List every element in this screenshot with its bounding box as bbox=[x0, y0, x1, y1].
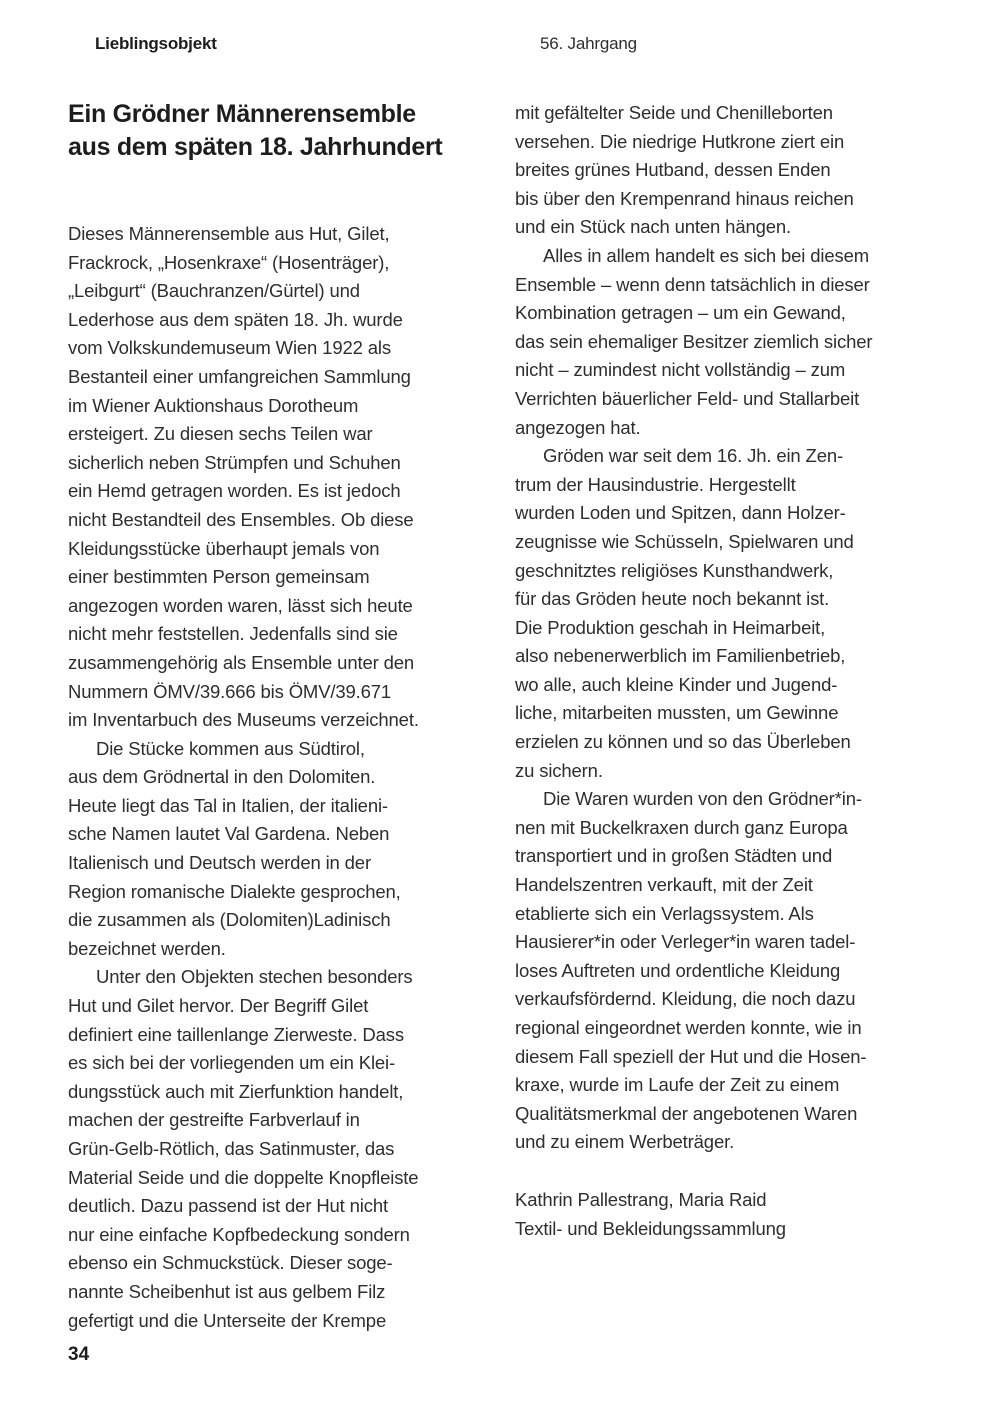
text-line: loses Auftreten und ordentliche Kleidung bbox=[515, 959, 841, 981]
text-line: wo alle, auch kleine Kinder und Jugend- bbox=[515, 673, 838, 695]
text-line: Heute liegt das Tal in Italien, der italieni- bbox=[68, 794, 388, 816]
text-line: aus dem Grödnertal in den Dolomiten. bbox=[68, 766, 376, 788]
text-line: Italienisch und Deutsch werden in der bbox=[68, 852, 371, 874]
right-paragraph-4 bbox=[515, 785, 957, 1157]
text-line: geschnitztes religiöses Kunsthandwerk, bbox=[515, 559, 834, 581]
text-line: Handelszentren verkauft, mit der Zeit bbox=[515, 874, 813, 896]
running-header-section-label: Lieblingsobjekt bbox=[95, 34, 217, 53]
text-line: etablierte sich ein Verlagssystem. Als bbox=[515, 902, 814, 924]
text-line: diesem Fall speziell der Hut und die Hosen- bbox=[515, 1045, 867, 1067]
page-number: 34 bbox=[68, 1344, 90, 1365]
running-header-volume: 56. Jahrgang bbox=[540, 34, 637, 53]
text-line: bis über den Krempenrand hinaus reichen bbox=[515, 187, 854, 209]
text-line: Gröden war seit dem 16. Jh. ein Zen- bbox=[543, 445, 843, 467]
text-line: und zu einem Werbeträger. bbox=[515, 1131, 735, 1153]
article-title bbox=[68, 98, 510, 164]
text-line: das sein ehemaliger Besitzer ziemlich sicher bbox=[515, 330, 873, 352]
text-line: Kleidungsstücke überhaupt jemals von bbox=[68, 537, 380, 559]
text-line: transportiert und in großen Städten und bbox=[515, 845, 833, 867]
text-line: und ein Stück nach unten hängen. bbox=[515, 216, 792, 238]
text-line: Textil- und Bekleidungssammlung bbox=[515, 1217, 786, 1239]
text-line: Die Produktion geschah in Heimarbeit, bbox=[515, 616, 826, 638]
text-line: versehen. Die niedrige Hutkrone ziert ein bbox=[515, 130, 845, 152]
text-line: nicht Bestandteil des Ensembles. Ob diese bbox=[68, 508, 414, 530]
left-paragraph-3 bbox=[68, 963, 510, 1335]
text-line: „Leibgurt“ (Bauchranzen/Gürtel) und bbox=[68, 280, 360, 302]
text-line: die zusammen als (Dolomiten)Ladinisch bbox=[68, 909, 391, 931]
text-line: Lederhose aus dem späten 18. Jh. wurde bbox=[68, 308, 403, 330]
text-line: Region romanische Dialekte gesprochen, bbox=[68, 880, 401, 902]
text-line: verkaufsfördernd. Kleidung, die noch dazu bbox=[515, 988, 856, 1010]
text-line: Hausierer*in oder Verleger*in waren tadel- bbox=[515, 931, 856, 953]
right-column bbox=[515, 99, 957, 1243]
right-paragraph-2 bbox=[515, 242, 957, 442]
text-line: angezogen hat. bbox=[515, 416, 641, 438]
text-line: ersteigert. Zu diesen sechs Teilen war bbox=[68, 423, 373, 445]
text-line: Ensemble – wenn denn tatsächlich in dieser bbox=[515, 273, 870, 295]
text-line: breites grünes Hutband, dessen Enden bbox=[515, 159, 831, 181]
text-line: im Inventarbuch des Museums verzeichnet. bbox=[68, 709, 419, 731]
text-line: also nebenerwerblich im Familienbetrieb, bbox=[515, 645, 846, 667]
text-line: Die Waren wurden von den Grödner*in- bbox=[543, 788, 862, 810]
left-column bbox=[68, 98, 510, 1335]
text-line: regional eingeordnet werden konnte, wie in bbox=[515, 1017, 862, 1038]
text-line: ebenso ein Schmuckstück. Dieser soge- bbox=[68, 1252, 393, 1274]
text-line: nur eine einfache Kopfbedeckung sondern bbox=[68, 1223, 410, 1245]
text-line: Bestanteil einer umfangreichen Sammlung bbox=[68, 365, 411, 387]
text-line: machen der gestreifte Farbverlauf in bbox=[68, 1109, 360, 1131]
text-line: im Wiener Auktionshaus Dorotheum bbox=[68, 394, 359, 416]
text-line: nannte Scheibenhut ist aus gelbem Filz bbox=[68, 1280, 386, 1302]
right-paragraph-3 bbox=[515, 442, 957, 785]
text-line: für das Gröden heute noch bekannt ist. bbox=[515, 588, 830, 610]
text-line: Nummern ÖMV/39.666 bis ÖMV/39.671 bbox=[68, 680, 392, 702]
text-line: zeugnisse wie Schüsseln, Spielwaren und bbox=[515, 530, 854, 552]
text-line: Hut und Gilet hervor. Der Begriff Gilet bbox=[68, 995, 369, 1017]
text-line: zusammengehörig als Ensemble unter den bbox=[68, 651, 414, 673]
text-line: vom Volkskundemuseum Wien 1922 als bbox=[68, 337, 391, 359]
text-line: gefertigt und die Unterseite der Krempe bbox=[68, 1309, 387, 1331]
left-paragraph-1 bbox=[68, 220, 510, 735]
text-line: mit gefältelter Seide und Chenilleborten bbox=[515, 102, 833, 123]
text-line: Qualitätsmerkmal der angebotenen Waren bbox=[515, 1102, 858, 1124]
article-title-line-2: aus dem späten 18. Jahrhundert bbox=[68, 133, 443, 161]
text-line: Frackrock, „Hosenkraxe“ (Hosenträger), bbox=[68, 251, 390, 273]
text-line: Unter den Objekten stechen besonders bbox=[96, 966, 413, 988]
text-line: erzielen zu können und so das Überleben bbox=[515, 731, 851, 753]
text-line: einer bestimmten Person gemeinsam bbox=[68, 566, 370, 588]
text-line: Verrichten bäuerlicher Feld- und Stallarbeit bbox=[515, 387, 860, 409]
text-line: definiert eine taillenlange Zierweste. Dass bbox=[68, 1023, 404, 1045]
text-line: Alles in allem handelt es sich bei diesem bbox=[543, 244, 869, 266]
left-paragraph-2 bbox=[68, 735, 510, 964]
article-title-line-1: Ein Grödner Männerensemble bbox=[68, 100, 416, 128]
text-line: Material Seide und die doppelte Knopfleiste bbox=[68, 1166, 419, 1188]
text-line: sicherlich neben Strümpfen und Schuhen bbox=[68, 451, 401, 473]
text-line: ein Hemd getragen worden. Es ist jedoch bbox=[68, 480, 401, 502]
text-line: wurden Loden und Spitzen, dann Holzer- bbox=[515, 502, 846, 524]
text-line: Die Stücke kommen aus Südtirol, bbox=[96, 737, 365, 759]
text-line: bezeichnet werden. bbox=[68, 937, 226, 959]
text-line: dungsstück auch mit Zierfunktion handelt, bbox=[68, 1080, 404, 1102]
text-line: sche Namen lautet Val Gardena. Neben bbox=[68, 823, 390, 845]
text-line: trum der Hausindustrie. Hergestellt bbox=[515, 473, 796, 495]
text-line: zu sichern. bbox=[515, 759, 603, 781]
text-line: Kathrin Pallestrang, Maria Raid bbox=[515, 1188, 767, 1210]
author-byline bbox=[515, 1186, 957, 1243]
text-line: Kombination getragen – um ein Gewand, bbox=[515, 302, 846, 324]
text-line: liche, mitarbeiten mussten, um Gewinne bbox=[515, 702, 839, 724]
text-line: kraxe, wurde im Laufe der Zeit zu einem bbox=[515, 1074, 840, 1096]
text-line: nicht – zumindest nicht vollständig – zum bbox=[515, 359, 846, 381]
text-line: Dieses Männerensemble aus Hut, Gilet, bbox=[68, 223, 390, 244]
text-line: deutlich. Dazu passend ist der Hut nicht bbox=[68, 1195, 388, 1217]
text-line: es sich bei der vorliegenden um ein Klei- bbox=[68, 1052, 396, 1074]
text-line: angezogen worden waren, lässt sich heute bbox=[68, 594, 413, 616]
text-line: nen mit Buckelkraxen durch ganz Europa bbox=[515, 816, 848, 838]
text-line: Grün-Gelb-Rötlich, das Satinmuster, das bbox=[68, 1138, 395, 1159]
right-paragraph-1 bbox=[515, 99, 957, 242]
text-line: nicht mehr feststellen. Jedenfalls sind sie bbox=[68, 623, 398, 645]
